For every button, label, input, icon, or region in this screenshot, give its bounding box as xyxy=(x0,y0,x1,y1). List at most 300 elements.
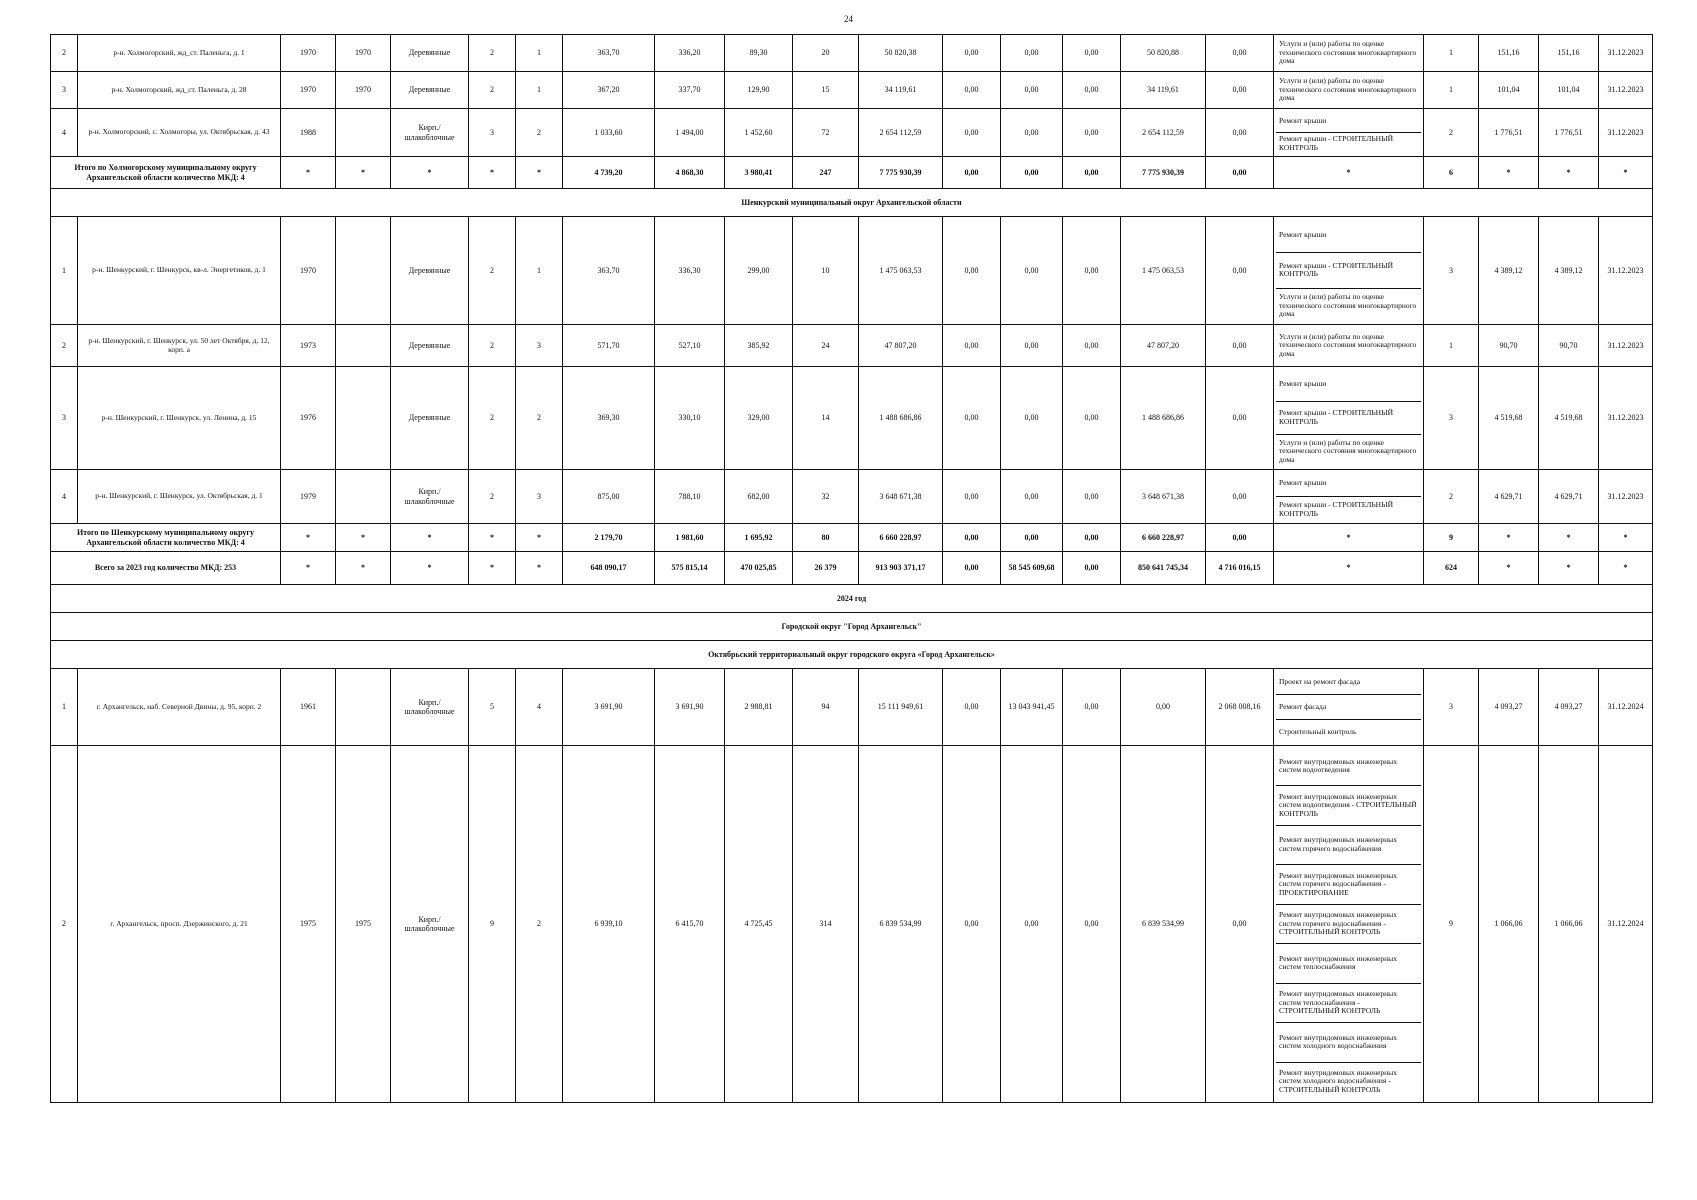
cell-addr: р-н. Шенкурский, г. Шенкурск, ул. Октябрьская, д. 1 xyxy=(78,470,281,524)
cell-total: 1 488 686,86 xyxy=(859,367,943,470)
cell-c2: 4 093,27 xyxy=(1539,669,1599,746)
section-row-city xyxy=(51,613,1653,641)
cell-a3: 329,00 xyxy=(725,367,793,470)
cell-addr: р-н. Шенкурский, г. Шенкурск, ул. 50 лет Октября, д. 12, корп. а xyxy=(78,325,281,367)
cell-f4: 50 820,88 xyxy=(1121,35,1206,72)
work-item: Ремонт внутридомовых инженерных систем холодного водоснабжения xyxy=(1276,1023,1421,1062)
cell-a3: 682,00 xyxy=(725,470,793,524)
cell-floors: 2 xyxy=(469,72,516,109)
cell-addr: г. Архангельск, просп. Дзержинского, д. 21 xyxy=(78,746,281,1103)
cell-a1: 1 033,60 xyxy=(563,109,655,157)
cell-entr: 2 xyxy=(516,109,563,157)
table-row xyxy=(51,109,1653,157)
works-cell xyxy=(1274,367,1424,470)
works-list xyxy=(1276,326,1421,365)
cell-f4: 0,00 xyxy=(1121,669,1206,746)
cell-addr: р-н. Шенкурский, г. Шенкурск, кв-л. Энергетиков, д. 1 xyxy=(78,217,281,325)
cell-n: 1 xyxy=(51,669,78,746)
cell-y1: 1988 xyxy=(281,109,336,157)
cell-y2: 1975 xyxy=(336,746,391,1103)
cell-cnt: 2 xyxy=(1424,109,1479,157)
cell-y1: 1970 xyxy=(281,217,336,325)
cell-f1: 0,00 xyxy=(943,470,1001,524)
cell-y2: 1970 xyxy=(336,35,391,72)
cell-a3: 1 452,60 xyxy=(725,109,793,157)
cell-f3: 0,00 xyxy=(1063,35,1121,72)
cell-f2: 0,00 xyxy=(1001,72,1063,109)
work-item: Строительный контроль xyxy=(1279,726,1357,736)
works-list xyxy=(1276,218,1421,323)
cell-a1: 363,70 xyxy=(563,35,655,72)
cell-f5: 0,00 xyxy=(1206,217,1274,325)
section-title: 2024 год xyxy=(51,585,1653,613)
cell-c1: 90,70 xyxy=(1479,325,1539,367)
total-f3: 0,00 xyxy=(1063,524,1121,552)
total-people: 247 xyxy=(793,157,859,189)
total-label: Всего за 2023 год количество МКД: 253 xyxy=(51,552,281,585)
star-cell: * xyxy=(1274,524,1424,552)
cell-f2: 0,00 xyxy=(1001,325,1063,367)
work-item: Ремонт крыши xyxy=(1276,218,1421,253)
cell-wall: Деревянные xyxy=(391,325,469,367)
table-row xyxy=(51,669,1653,746)
cell-n: 2 xyxy=(51,35,78,72)
cell-f2: 13 043 941,45 xyxy=(1001,669,1063,746)
cell-cnt: 1 xyxy=(1424,72,1479,109)
total-f2: 0,00 xyxy=(1001,524,1063,552)
work-item: Ремонт внутридомовых инженерных систем горячего водоснабжения - СТРОИТЕЛЬНЫЙ КОНТРОЛЬ xyxy=(1276,905,1421,944)
cell-f1: 0,00 xyxy=(943,109,1001,157)
cell-a3: 89,30 xyxy=(725,35,793,72)
cell-f1: 0,00 xyxy=(943,669,1001,746)
cell-floors: 2 xyxy=(469,35,516,72)
cell-total: 2 654 112,59 xyxy=(859,109,943,157)
cell-y1: 1976 xyxy=(281,367,336,470)
cell-f4: 47 807,20 xyxy=(1121,325,1206,367)
cell-wall: Кирп./ шлакоблочные xyxy=(391,470,469,524)
cell-entr: 2 xyxy=(516,367,563,470)
table-row xyxy=(51,325,1653,367)
star-cell: * xyxy=(1539,524,1599,552)
work-item: Услуги и (или) работы по оценке технического состояния многоквартирного дома xyxy=(1279,76,1417,103)
cell-entr: 1 xyxy=(516,217,563,325)
total-f4: 6 660 228,97 xyxy=(1121,524,1206,552)
cell-f2: 0,00 xyxy=(1001,746,1063,1103)
cell-date: 31.12.2023 xyxy=(1599,470,1653,524)
total-total: 6 660 228,97 xyxy=(859,524,943,552)
total-a2: 575 815,14 xyxy=(655,552,725,585)
cell-y1: 1975 xyxy=(281,746,336,1103)
star-cell: * xyxy=(1599,524,1653,552)
cell-f5: 2 068 008,16 xyxy=(1206,669,1274,746)
cell-addr: р-н. Холмогорский, с. Холмогоры, ул. Октябрьская, д. 43 xyxy=(78,109,281,157)
cell-c2: 4 519,68 xyxy=(1539,367,1599,470)
cell-a2: 788,10 xyxy=(655,470,725,524)
cell-a2: 336,30 xyxy=(655,217,725,325)
cell-a1: 367,20 xyxy=(563,72,655,109)
cell-f3: 0,00 xyxy=(1063,746,1121,1103)
cell-f5: 0,00 xyxy=(1206,35,1274,72)
star-cell: * xyxy=(336,524,391,552)
total-a3: 1 695,92 xyxy=(725,524,793,552)
works-cell xyxy=(1274,325,1424,367)
cell-addr: р-н. Шенкурский, г. Шенкурск, ул. Ленина, д. 15 xyxy=(78,367,281,470)
cell-a2: 1 494,00 xyxy=(655,109,725,157)
work-item: Ремонт внутридомовых инженерных систем горячего водоснабжения xyxy=(1276,826,1421,865)
cell-floors: 9 xyxy=(469,746,516,1103)
cell-f1: 0,00 xyxy=(943,72,1001,109)
cell-f1: 0,00 xyxy=(943,217,1001,325)
total-f2: 58 545 609,68 xyxy=(1001,552,1063,585)
cell-y2 xyxy=(336,367,391,470)
cell-f4: 34 119,61 xyxy=(1121,72,1206,109)
cell-date: 31.12.2023 xyxy=(1599,217,1653,325)
star-cell: * xyxy=(1599,552,1653,585)
works-list xyxy=(1276,471,1421,522)
cell-c1: 1 066,06 xyxy=(1479,746,1539,1103)
cell-entr: 4 xyxy=(516,669,563,746)
cell-floors: 2 xyxy=(469,367,516,470)
cell-a1: 363,70 xyxy=(563,217,655,325)
total-a2: 1 981,60 xyxy=(655,524,725,552)
total-a1: 4 739,20 xyxy=(563,157,655,189)
cell-people: 72 xyxy=(793,109,859,157)
works-list xyxy=(1276,36,1421,70)
cell-date: 31.12.2024 xyxy=(1599,669,1653,746)
cell-c1: 4 519,68 xyxy=(1479,367,1539,470)
works-cell xyxy=(1274,109,1424,157)
cell-c1: 4 093,27 xyxy=(1479,669,1539,746)
total-a3: 470 025,85 xyxy=(725,552,793,585)
work-item: Ремонт внутридомовых инженерных систем теплоснабжения - СТРОИТЕЛЬНЫЙ КОНТРОЛЬ xyxy=(1276,984,1421,1023)
work-item: Ремонт фасада xyxy=(1276,695,1421,720)
cell-n: 3 xyxy=(51,72,78,109)
table-row xyxy=(51,217,1653,325)
cell-n: 1 xyxy=(51,217,78,325)
cell-f4: 2 654 112,59 xyxy=(1121,109,1206,157)
cell-f5: 0,00 xyxy=(1206,746,1274,1103)
total-total: 913 903 371,17 xyxy=(859,552,943,585)
cell-f1: 0,00 xyxy=(943,325,1001,367)
star-cell: * xyxy=(516,524,563,552)
cell-a1: 875,00 xyxy=(563,470,655,524)
star-cell: * xyxy=(391,157,469,189)
cell-a2: 3 691,90 xyxy=(655,669,725,746)
page-number: 24 xyxy=(844,14,853,24)
cell-y1: 1970 xyxy=(281,72,336,109)
cell-cnt: 2 xyxy=(1424,470,1479,524)
cell-entr: 1 xyxy=(516,72,563,109)
cell-y2 xyxy=(336,669,391,746)
cell-y1: 1961 xyxy=(281,669,336,746)
work-item: Услуги и (или) работы по оценке технического состояния многоквартирного дома xyxy=(1279,39,1417,66)
cell-f2: 0,00 xyxy=(1001,217,1063,325)
total-cnt: 6 xyxy=(1424,157,1479,189)
cell-floors: 2 xyxy=(469,470,516,524)
cell-floors: 5 xyxy=(469,669,516,746)
cell-a2: 330,10 xyxy=(655,367,725,470)
cell-people: 94 xyxy=(793,669,859,746)
cell-a3: 129,90 xyxy=(725,72,793,109)
cell-f4: 1 488 686,86 xyxy=(1121,367,1206,470)
cell-f2: 0,00 xyxy=(1001,109,1063,157)
cell-cnt: 3 xyxy=(1424,669,1479,746)
work-item: Проект на ремонт фасада xyxy=(1276,670,1421,695)
cell-date: 31.12.2023 xyxy=(1599,367,1653,470)
cell-f3: 0,00 xyxy=(1063,72,1121,109)
table-body xyxy=(51,35,1653,1103)
cell-date: 31.12.2023 xyxy=(1599,72,1653,109)
cell-n: 2 xyxy=(51,325,78,367)
star-cell: * xyxy=(1599,157,1653,189)
cell-c2: 101,04 xyxy=(1539,72,1599,109)
table-row xyxy=(51,72,1653,109)
total-a2: 4 868,30 xyxy=(655,157,725,189)
cell-c2: 151,16 xyxy=(1539,35,1599,72)
section-title: Городской округ "Город Архангельск" xyxy=(51,613,1653,641)
star-cell: * xyxy=(391,552,469,585)
works-cell xyxy=(1274,72,1424,109)
table-row xyxy=(51,367,1653,470)
cell-wall: Деревянные xyxy=(391,35,469,72)
cell-f4: 3 648 671,38 xyxy=(1121,470,1206,524)
star-cell: * xyxy=(391,524,469,552)
cell-f3: 0,00 xyxy=(1063,217,1121,325)
cell-f5: 0,00 xyxy=(1206,109,1274,157)
total-f3: 0,00 xyxy=(1063,552,1121,585)
cell-wall: Деревянные xyxy=(391,217,469,325)
works-list xyxy=(1276,670,1421,744)
work-item: Услуги и (или) работы по оценке технического состояния многоквартирного дома xyxy=(1279,437,1417,464)
table-row xyxy=(51,470,1653,524)
total-f2: 0,00 xyxy=(1001,157,1063,189)
cell-entr: 3 xyxy=(516,325,563,367)
cell-c2: 90,70 xyxy=(1539,325,1599,367)
total-a1: 2 179,70 xyxy=(563,524,655,552)
total-f5: 0,00 xyxy=(1206,524,1274,552)
cell-a2: 337,70 xyxy=(655,72,725,109)
cell-a3: 4 725,45 xyxy=(725,746,793,1103)
cell-n: 4 xyxy=(51,470,78,524)
cell-f3: 0,00 xyxy=(1063,470,1121,524)
works-list xyxy=(1276,747,1421,1101)
total-label: Итого по Холмогорскому муниципальному округу Архангельской области количество МКД: 4 xyxy=(51,157,281,189)
work-item: Ремонт крыши - СТРОИТЕЛЬНЫЙ КОНТРОЛЬ xyxy=(1276,402,1421,436)
cell-people: 10 xyxy=(793,217,859,325)
cell-n: 2 xyxy=(51,746,78,1103)
cell-f5: 0,00 xyxy=(1206,367,1274,470)
cell-cnt: 1 xyxy=(1424,325,1479,367)
cell-f3: 0,00 xyxy=(1063,325,1121,367)
cell-a1: 369,30 xyxy=(563,367,655,470)
star-cell: * xyxy=(1479,552,1539,585)
cell-people: 314 xyxy=(793,746,859,1103)
works-cell xyxy=(1274,217,1424,325)
cell-floors: 2 xyxy=(469,325,516,367)
cell-total: 6 839 534,99 xyxy=(859,746,943,1103)
cell-addr: г. Архангельск, наб. Северной Двины, д. 95, корп. 2 xyxy=(78,669,281,746)
cell-people: 32 xyxy=(793,470,859,524)
total-f5: 0,00 xyxy=(1206,157,1274,189)
total-row xyxy=(51,552,1653,585)
total-f5: 4 716 016,15 xyxy=(1206,552,1274,585)
cell-y2 xyxy=(336,325,391,367)
cell-a3: 2 988,81 xyxy=(725,669,793,746)
cell-a2: 527,10 xyxy=(655,325,725,367)
total-label: Итого по Шенкурскому муниципальному округу Архангельской области количество МКД: 4 xyxy=(51,524,281,552)
cell-c2: 1 066,06 xyxy=(1539,746,1599,1103)
total-cnt: 9 xyxy=(1424,524,1479,552)
cell-c1: 4 389,12 xyxy=(1479,217,1539,325)
star-cell: * xyxy=(1539,157,1599,189)
cell-date: 31.12.2023 xyxy=(1599,35,1653,72)
table-row xyxy=(51,746,1653,1103)
capital-repair-table xyxy=(50,34,1653,1103)
total-people: 26 379 xyxy=(793,552,859,585)
total-f1: 0,00 xyxy=(943,552,1001,585)
cell-f2: 0,00 xyxy=(1001,367,1063,470)
cell-f5: 0,00 xyxy=(1206,72,1274,109)
cell-f2: 0,00 xyxy=(1001,470,1063,524)
total-a3: 3 980,41 xyxy=(725,157,793,189)
cell-y1: 1970 xyxy=(281,35,336,72)
total-row xyxy=(51,157,1653,189)
total-f4: 850 641 745,34 xyxy=(1121,552,1206,585)
cell-total: 50 820,38 xyxy=(859,35,943,72)
cell-people: 14 xyxy=(793,367,859,470)
cell-date: 31.12.2023 xyxy=(1599,325,1653,367)
works-cell xyxy=(1274,35,1424,72)
work-item: Ремонт крыши xyxy=(1276,368,1421,402)
cell-a1: 6 939,10 xyxy=(563,746,655,1103)
cell-cnt: 1 xyxy=(1424,35,1479,72)
works-cell xyxy=(1274,470,1424,524)
work-item: Ремонт внутридомовых инженерных систем горячего водоснабжения - ПРОЕКТИРОВАНИЕ xyxy=(1276,865,1421,904)
cell-f3: 0,00 xyxy=(1063,669,1121,746)
works-cell xyxy=(1274,746,1424,1103)
work-item: Ремонт крыши - СТРОИТЕЛЬНЫЙ КОНТРОЛЬ xyxy=(1279,499,1394,518)
cell-a1: 3 691,90 xyxy=(563,669,655,746)
cell-entr: 2 xyxy=(516,746,563,1103)
cell-f3: 0,00 xyxy=(1063,367,1121,470)
cell-a3: 299,00 xyxy=(725,217,793,325)
star-cell: * xyxy=(281,157,336,189)
cell-y2 xyxy=(336,217,391,325)
star-cell: * xyxy=(469,524,516,552)
star-cell: * xyxy=(1479,524,1539,552)
cell-c1: 4 629,71 xyxy=(1479,470,1539,524)
star-cell: * xyxy=(1479,157,1539,189)
table-row xyxy=(51,35,1653,72)
cell-f1: 0,00 xyxy=(943,367,1001,470)
cell-date: 31.12.2023 xyxy=(1599,109,1653,157)
cell-wall: Деревянные xyxy=(391,367,469,470)
cell-f5: 0,00 xyxy=(1206,470,1274,524)
cell-f1: 0,00 xyxy=(943,746,1001,1103)
works-cell xyxy=(1274,669,1424,746)
works-list xyxy=(1276,73,1421,107)
total-f1: 0,00 xyxy=(943,524,1001,552)
cell-cnt: 3 xyxy=(1424,217,1479,325)
section-row-year xyxy=(51,585,1653,613)
star-cell: * xyxy=(281,552,336,585)
star-cell: * xyxy=(1274,552,1424,585)
star-cell: * xyxy=(469,552,516,585)
cell-wall: Кирп./ шлакоблочные xyxy=(391,746,469,1103)
cell-y2: 1970 xyxy=(336,72,391,109)
cell-y2 xyxy=(336,470,391,524)
cell-addr: р-н. Холмогорский, жд_ст. Паленьга, д. 28 xyxy=(78,72,281,109)
cell-wall: Кирп./ шлакоблочные xyxy=(391,109,469,157)
cell-cnt: 3 xyxy=(1424,367,1479,470)
cell-y2 xyxy=(336,109,391,157)
work-item: Услуги и (или) работы по оценке технического состояния многоквартирного дома xyxy=(1279,331,1417,358)
cell-n: 4 xyxy=(51,109,78,157)
cell-people: 24 xyxy=(793,325,859,367)
cell-c1: 151,16 xyxy=(1479,35,1539,72)
cell-c2: 4 389,12 xyxy=(1539,217,1599,325)
work-item: Услуги и (или) работы по оценке технического состояния многоквартирного дома xyxy=(1279,291,1417,319)
work-item: Ремонт внутридомовых инженерных систем теплоснабжения xyxy=(1276,944,1421,983)
section-row-oktyabrsky xyxy=(51,641,1653,669)
cell-wall: Деревянные xyxy=(391,72,469,109)
cell-total: 47 807,20 xyxy=(859,325,943,367)
star-cell: * xyxy=(469,157,516,189)
cell-date: 31.12.2024 xyxy=(1599,746,1653,1103)
star-cell: * xyxy=(336,552,391,585)
cell-floors: 3 xyxy=(469,109,516,157)
total-cnt: 624 xyxy=(1424,552,1479,585)
cell-entr: 1 xyxy=(516,35,563,72)
section-title: Октябрьский территориальный округ городского округа «Город Архангельск» xyxy=(51,641,1653,669)
cell-total: 1 475 063,53 xyxy=(859,217,943,325)
cell-total: 15 111 949,61 xyxy=(859,669,943,746)
cell-f5: 0,00 xyxy=(1206,325,1274,367)
works-list xyxy=(1276,110,1421,155)
cell-total: 3 648 671,38 xyxy=(859,470,943,524)
cell-a2: 6 415,70 xyxy=(655,746,725,1103)
total-f1: 0,00 xyxy=(943,157,1001,189)
cell-f3: 0,00 xyxy=(1063,109,1121,157)
section-title: Шенкурский муниципальный округ Архангельской области xyxy=(51,189,1653,217)
star-cell: * xyxy=(516,157,563,189)
star-cell: * xyxy=(336,157,391,189)
cell-c2: 1 776,51 xyxy=(1539,109,1599,157)
star-cell: * xyxy=(516,552,563,585)
cell-c1: 1 776,51 xyxy=(1479,109,1539,157)
cell-a3: 385,92 xyxy=(725,325,793,367)
work-item: Ремонт внутридомовых инженерных систем водоотведения - СТРОИТЕЛЬНЫЙ КОНТРОЛЬ xyxy=(1276,786,1421,825)
work-item: Ремонт внутридомовых инженерных систем водоотведения xyxy=(1276,747,1421,786)
section-row-shenkursk xyxy=(51,189,1653,217)
cell-people: 20 xyxy=(793,35,859,72)
star-cell: * xyxy=(281,524,336,552)
cell-wall: Кирп./ шлакоблочные xyxy=(391,669,469,746)
cell-floors: 2 xyxy=(469,217,516,325)
cell-f4: 6 839 534,99 xyxy=(1121,746,1206,1103)
work-item: Ремонт внутридомовых инженерных систем холодного водоснабжения - СТРОИТЕЛЬНЫЙ КОНТРОЛЬ xyxy=(1279,1067,1397,1095)
total-total: 7 775 930,39 xyxy=(859,157,943,189)
cell-f2: 0,00 xyxy=(1001,35,1063,72)
cell-c2: 4 629,71 xyxy=(1539,470,1599,524)
cell-f1: 0,00 xyxy=(943,35,1001,72)
total-f3: 0,00 xyxy=(1063,157,1121,189)
work-item: Ремонт крыши xyxy=(1276,471,1421,497)
work-item: Ремонт крыши xyxy=(1276,110,1421,133)
cell-entr: 3 xyxy=(516,470,563,524)
cell-a2: 336,20 xyxy=(655,35,725,72)
total-people: 80 xyxy=(793,524,859,552)
